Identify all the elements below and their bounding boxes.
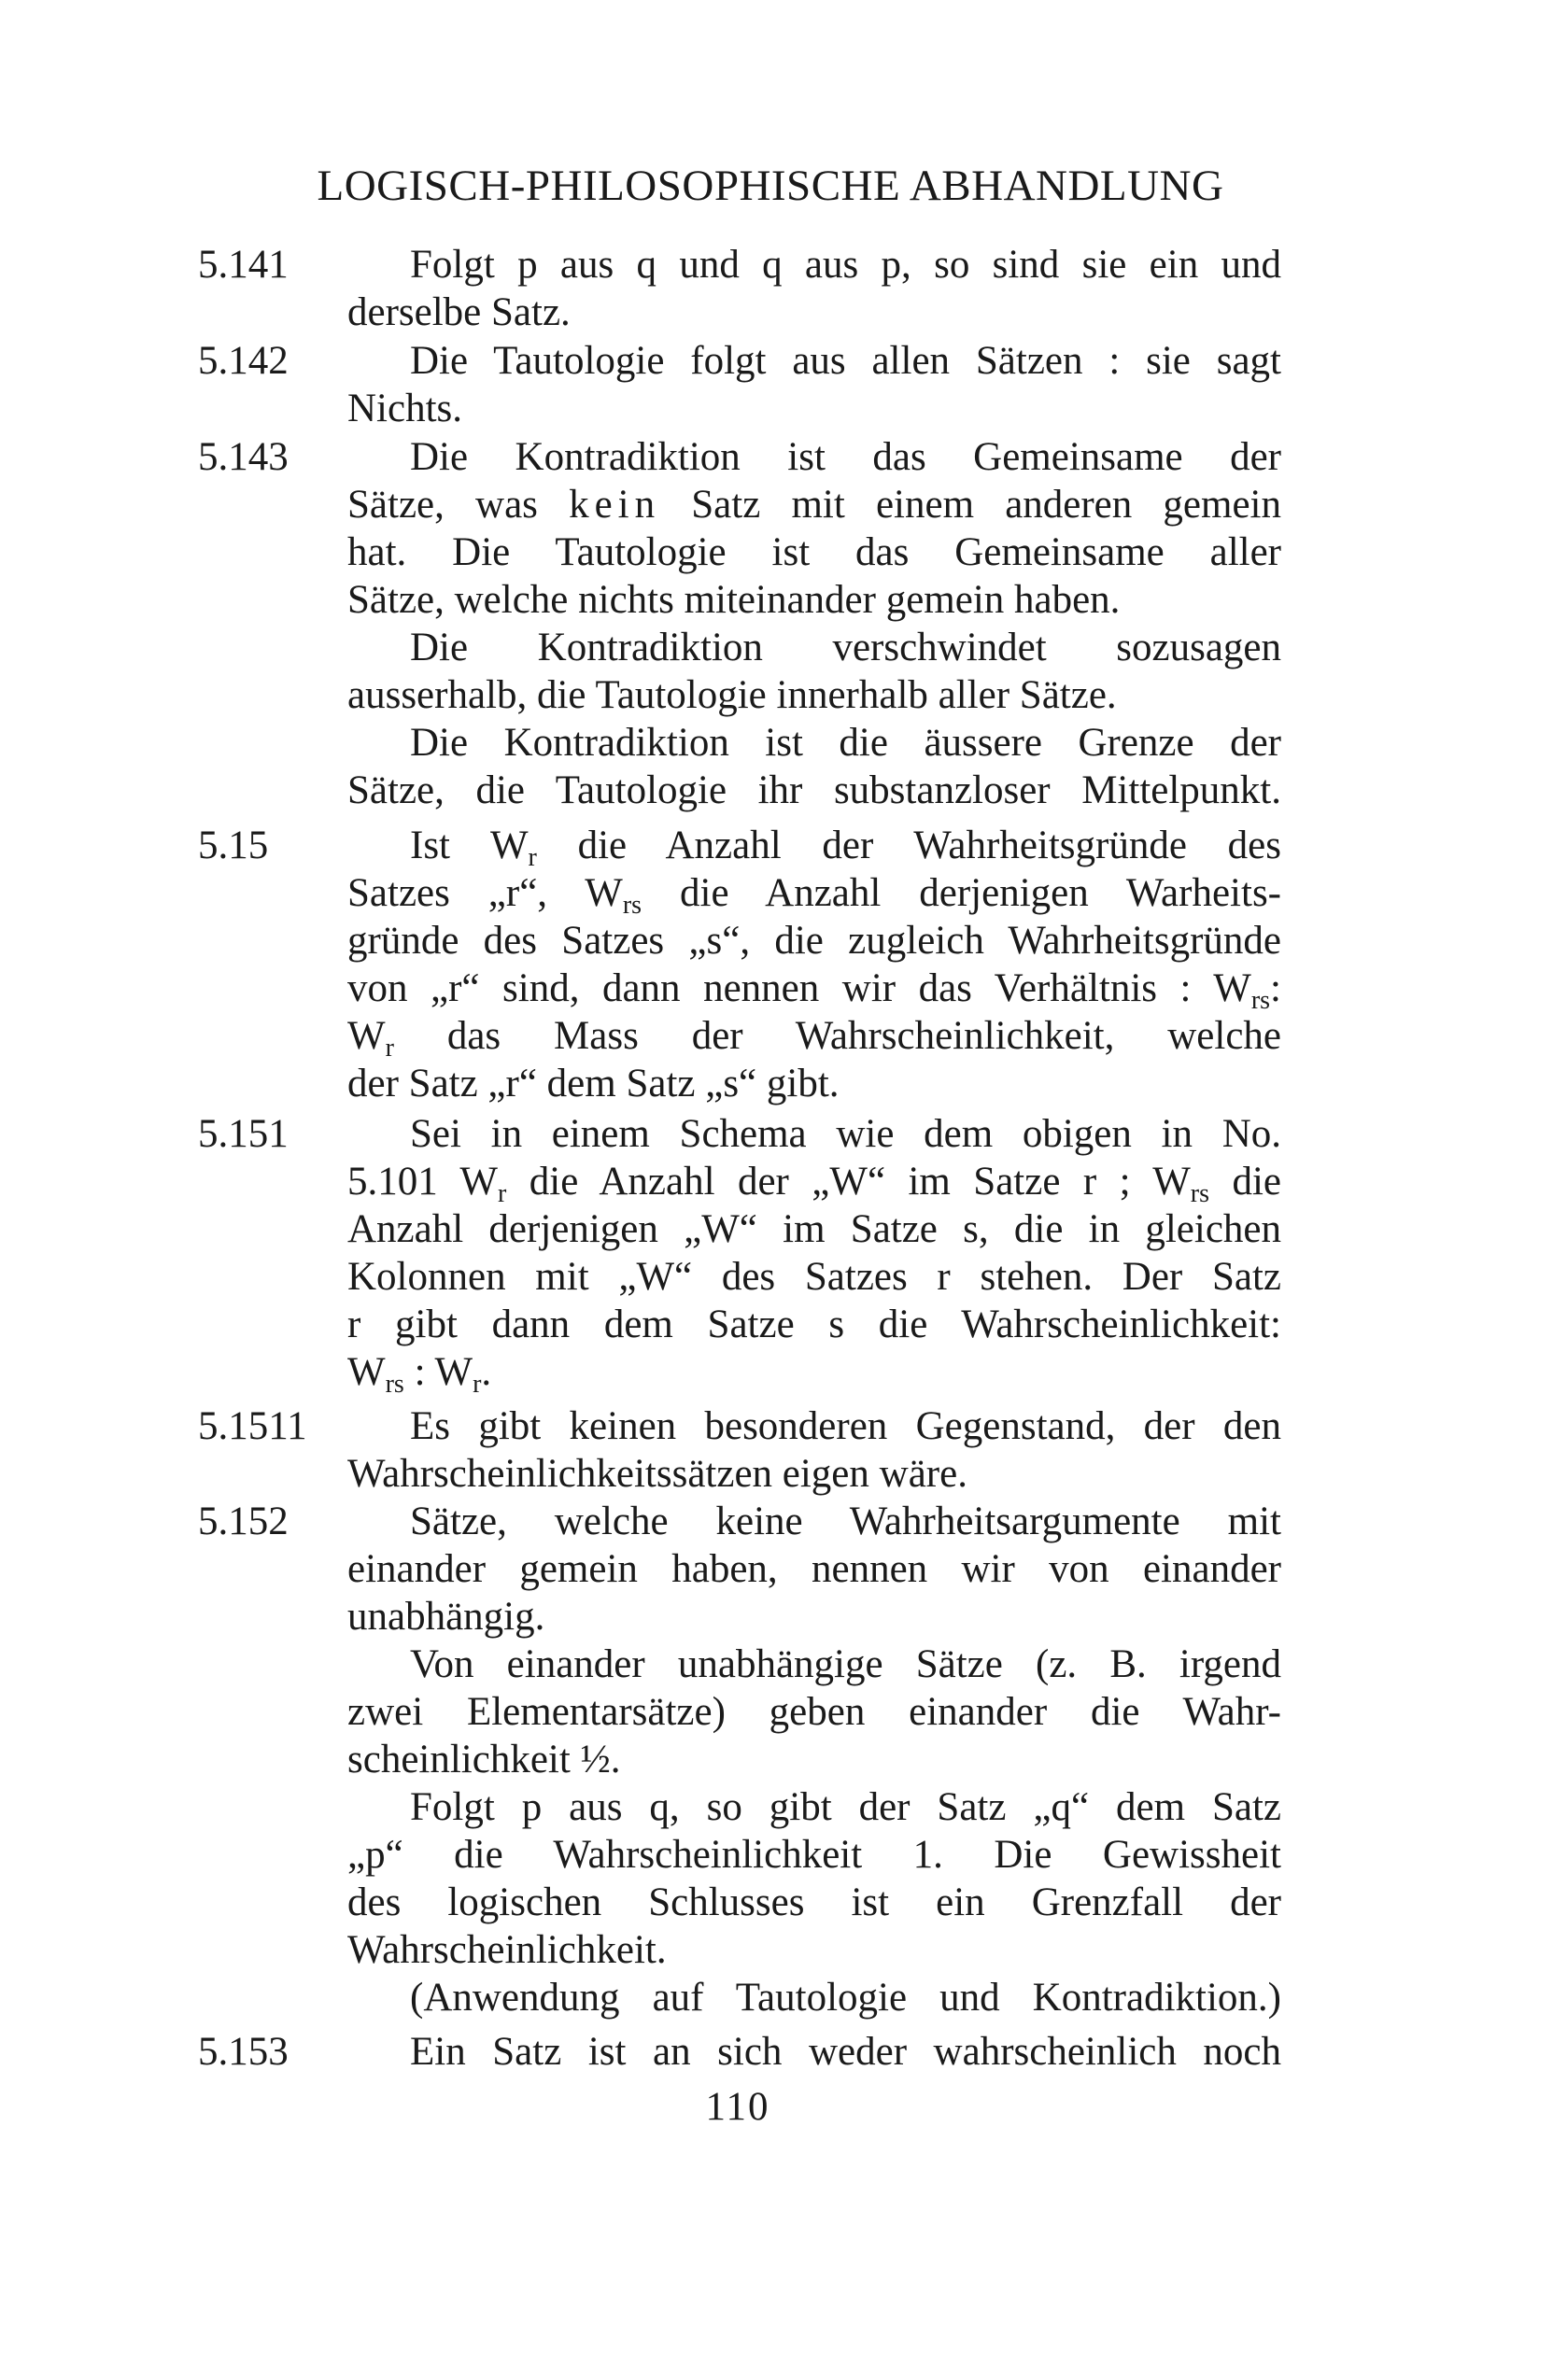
proposition-number: 5.141 xyxy=(198,243,289,287)
text-line: ausserhalb, die Tautologie innerhalb aller Sätze. xyxy=(347,673,1117,717)
text-line: Satzes „r“, $W_{rs}$ die Anzahl derjenigen Warheits- xyxy=(347,871,1281,920)
text-line: Sätze, welche keine Wahrheitsargumente mit xyxy=(410,1500,1281,1543)
text-line: Wahrscheinlichkeitssätzen eigen wäre. xyxy=(347,1452,967,1496)
proposition-number: 5.142 xyxy=(198,339,289,383)
text-line: Sei in einem Schema wie dem obigen in No. xyxy=(410,1112,1281,1156)
text-line: der Satz „r“ dem Satz „s“ gibt. xyxy=(347,1062,840,1106)
text-line: (Anwendung auf Tautologie und Kontradiktion.) xyxy=(410,1976,1281,2020)
page-number: 110 xyxy=(705,2085,770,2129)
proposition-number: 5.152 xyxy=(198,1500,289,1543)
text-line: $W_{rs}$ : $W_r$. xyxy=(347,1350,492,1399)
emphasized-word: kein xyxy=(569,483,661,527)
text-line: 5.101 $W_r$ die Anzahl der „W“ im Satze r ; $W_{rs}$ die xyxy=(347,1160,1281,1208)
proposition-number: 5.153 xyxy=(198,2030,289,2074)
proposition-text xyxy=(347,1110,1281,1399)
text-fragment: Satz mit einem anderen gemein xyxy=(660,483,1281,527)
text-line: Es gibt keinen besonderen Gegenstand, der den xyxy=(410,1404,1281,1448)
text-line: r gibt dann dem Satze s die Wahrscheinlichkeit: xyxy=(347,1303,1281,1346)
text-line: $W_r$ das Mass der Wahrscheinlichkeit, welche xyxy=(347,1014,1281,1063)
text-line: Die Tautologie folgt aus allen Sätzen : sie sagt xyxy=(410,339,1281,383)
proposition-text xyxy=(347,433,1281,814)
text-line: derselbe Satz. xyxy=(347,290,571,334)
text-line: scheinlichkeit ½. xyxy=(347,1738,621,1781)
proposition-text xyxy=(347,2028,1281,2076)
text-line: des logischen Schlusses ist ein Grenzfall der xyxy=(347,1880,1281,1924)
text-line: hat. Die Tautologie ist das Gemeinsame aller xyxy=(347,530,1281,574)
text-line: „p“ die Wahrscheinlichkeit 1. Die Gewissheit xyxy=(347,1833,1281,1877)
text-line: Die Kontradiktion ist das Gemeinsame der xyxy=(410,435,1281,479)
proposition-text xyxy=(347,1402,1281,1498)
text-line: gründe des Satzes „s“, die zugleich Wahrheitsgründe xyxy=(347,919,1281,963)
proposition-number: 5.1511 xyxy=(198,1404,307,1448)
text-line: Wahrscheinlichkeit. xyxy=(347,1928,667,1972)
proposition-number: 5.143 xyxy=(198,435,289,479)
text-line: Von einander unabhängige Sätze (z. B. irgend xyxy=(410,1642,1281,1686)
proposition-text xyxy=(347,822,1281,1107)
text-line: Folgt p aus q und q aus p, so sind sie ein und xyxy=(410,243,1281,287)
text-line: Anzahl derjenigen „W“ im Satze s, die in gleichen xyxy=(347,1207,1281,1251)
proposition-text xyxy=(347,1498,1281,2021)
text-line xyxy=(347,481,1281,528)
text-line: unabhängig. xyxy=(347,1595,545,1639)
text-fragment: Sätze, was xyxy=(347,483,570,527)
proposition-number: 5.15 xyxy=(198,824,269,867)
proposition-number: 5.151 xyxy=(198,1112,289,1156)
text-line: Kolonnen mit „W“ des Satzes r stehen. Der Satz xyxy=(347,1255,1281,1299)
text-line: von „r“ sind, dann nennen wir das Verhältnis : $W_{rs}$: xyxy=(347,966,1281,1015)
text-line: Die Kontradiktion verschwindet sozusagen xyxy=(410,626,1281,669)
text-line: Ist $W_r$ die Anzahl der Wahrheitsgründe des xyxy=(410,824,1281,872)
text-line: Die Kontradiktion ist die äussere Grenze der xyxy=(410,721,1281,765)
text-line: zwei Elementarsätze) geben einander die Wahr- xyxy=(347,1690,1281,1734)
text-line: Ein Satz ist an sich weder wahrscheinlich noch xyxy=(410,2030,1281,2074)
running-header: LOGISCH-PHILOSOPHISCHE ABHANDLUNG xyxy=(317,162,1224,210)
proposition-text xyxy=(347,241,1281,336)
text-line: Sätze, welche nichts miteinander gemein haben. xyxy=(347,578,1121,622)
text-line: einander gemein haben, nennen wir von einander xyxy=(347,1547,1281,1591)
proposition-text xyxy=(347,337,1281,432)
text-line: Nichts. xyxy=(347,387,463,430)
text-line: Folgt p aus q, so gibt der Satz „q“ dem Satz xyxy=(410,1785,1281,1829)
text-line: Sätze, die Tautologie ihr substanzloser Mittelpunkt. xyxy=(347,768,1281,812)
